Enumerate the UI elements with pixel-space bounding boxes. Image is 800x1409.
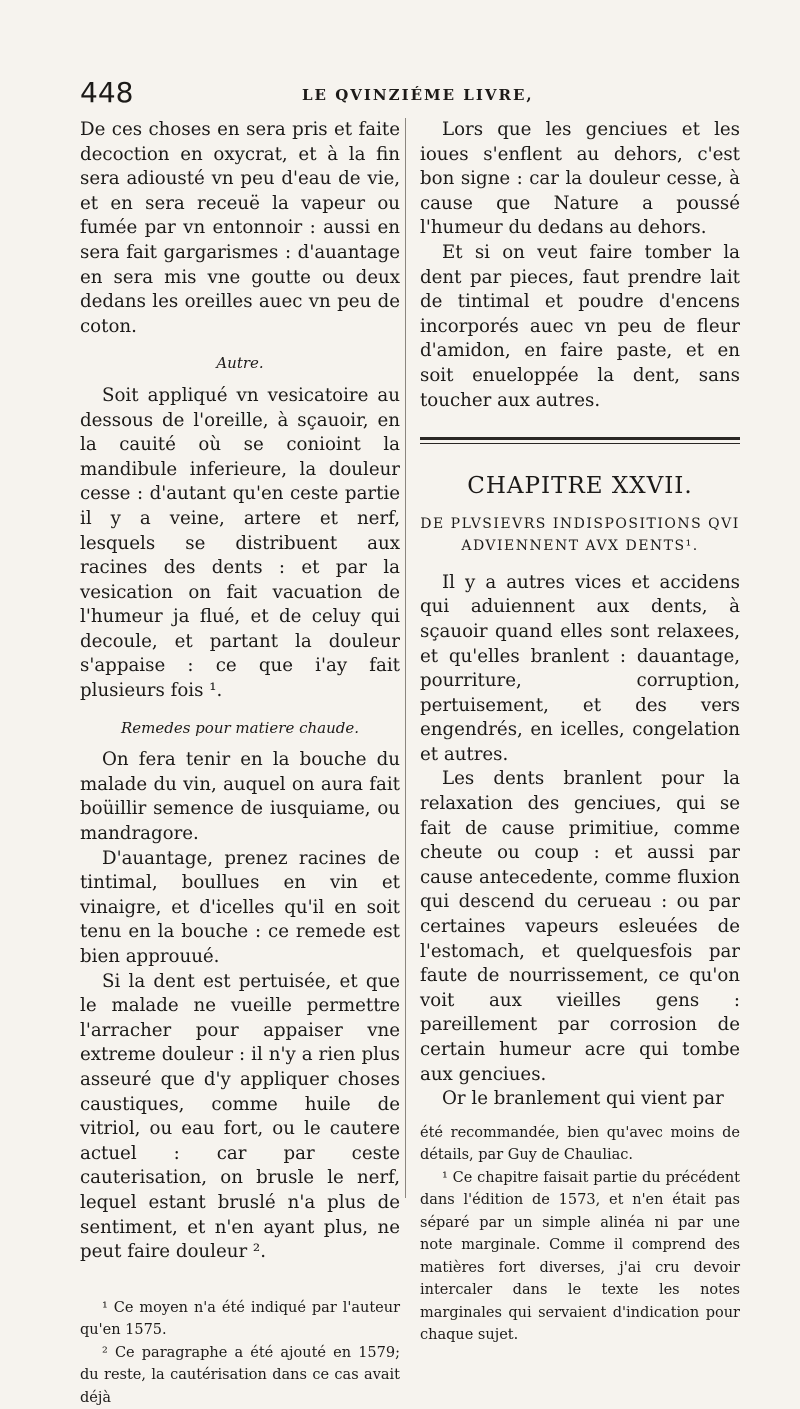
footnote: ² Ce paragraphe a été ajouté en 1579; du reste, la cautérisation dans ce cas avait déjà bbox=[80, 1344, 400, 1406]
footnotes bbox=[420, 1122, 740, 1347]
footnote-continuation: été recommandée, bien qu'avec moins de détails, par Guy de Chauliac. bbox=[420, 1124, 740, 1164]
running-title: LE QVINZIÉME LIVRE, bbox=[302, 86, 534, 104]
footnote: ¹ Ce moyen n'a été indiqué par l'auteur qu'en 1575. bbox=[80, 1299, 400, 1339]
footnote: ¹ Ce chapitre faisait partie du précédent dans l'édition de 1573, et n'en était pas séparé par un simple alinéa ni par une note marginale. Comme il comprend des matières fort diverses, j'ai cru devoir intercaler dans le texte les notes marginales qui servaient d'indication pour chaque sujet. bbox=[420, 1169, 740, 1344]
section-heading: Remedes pour matiere chaude. bbox=[120, 718, 360, 737]
chapter-title: CHAPITRE XXVII. bbox=[467, 473, 693, 500]
paragraph: Lors que les genciues et les ioues s'enflent au dehors, c'est bon signe : car la douleur cesse, à cause que Nature a poussé l'humeur du dedans au dehors. bbox=[420, 119, 740, 239]
chapter-subtitle: DE PLVSIEVRS INDISPOSITIONS QVI ADVIENNENT AVX DENTS¹. bbox=[420, 515, 740, 554]
section-heading: Autre. bbox=[216, 354, 264, 373]
paragraph: Les dents branlent pour la relaxation des genciues, qui se fait de cause primitiue, comme cheute ou coup : et aussi par cause antecedente, comme fluxion qui descend du cerueau : ou par certaines vapeurs esleuées de l'estomach, et quelquesfois par faute de nourrissement, ce qu'on voit aux vieilles gens : pareillement par corrosion de certain humeur acre qui tombe aux genciues. bbox=[420, 768, 740, 1085]
section-rule bbox=[420, 437, 740, 444]
paragraph: Si la dent est pertuisée, et que le malade ne vueille permettre l'arracher pour appaiser vne extreme douleur : il n'y a rien plus asseuré que d'y appliquer choses caustiques, comme huile de vitriol, ou eau fort, ou le cautere actuel : car par ceste cauterisation, on brusle le nerf, lequel estant bruslé n'a plus de sentiment, et n'en ayant plus, ne peut faire douleur ². bbox=[80, 970, 400, 1263]
column-divider bbox=[405, 118, 406, 1198]
paragraph: On fera tenir en la bouche du malade du vin, auquel on aura fait boüillir semence de iusquiame, ou mandragore. bbox=[80, 749, 400, 845]
left-column bbox=[80, 118, 400, 1409]
paragraph: De ces choses en sera pris et faite decoction en oxycrat, et à la fin sera adiousté vn peu d'eau de vie, et en sera receuë la vapeur ou fumée par vn entonnoir : aussi en sera fait gargarismes : d'auantage en sera mis vne goutte ou deux dedans les oreilles auec vn peu de coton. bbox=[80, 119, 400, 337]
right-column bbox=[420, 118, 740, 1347]
paragraph: Or le branlement qui vient par bbox=[442, 1088, 724, 1110]
paragraph: Et si on veut faire tomber la dent par pieces, faut prendre lait de tintimal et poudre d'encens incorporés auec vn peu de fleur d'amidon, en faire paste, et en soit enueloppée la dent, sans toucher aux autres. bbox=[420, 241, 740, 411]
page-number: 448 bbox=[80, 76, 134, 109]
paragraph: D'auantage, prenez racines de tintimal, boullues en vin et vinaigre, et d'icelles qu'il en soit tenu en la bouche : ce remede est bien approuué. bbox=[80, 847, 400, 967]
page-header bbox=[80, 76, 720, 116]
footnotes bbox=[80, 1297, 400, 1409]
paragraph: Soit appliqué vn vesicatoire au dessous de l'oreille, à sçauoir, en la cauité où se conioint la mandibule inferieure, la douleur cesse : d'autant qu'en ceste partie il y a veine, artere et nerf, lesquels se distribuent aux racines des dents : et par la vesication on fait vacuation de l'humeur ja flué, et de celuy qui decoule, et partant la douleur s'appaise : ce que i'ay fait plusieurs fois ¹. bbox=[80, 384, 400, 702]
paragraph: Il y a autres vices et accidens qui aduiennent aux dents, à sçauoir quand elles sont relaxees, et qu'elles branlent : dauantage, pourriture, corruption, pertuisement, et des vers engendrés, en icelles, congelation et autres. bbox=[420, 571, 740, 765]
